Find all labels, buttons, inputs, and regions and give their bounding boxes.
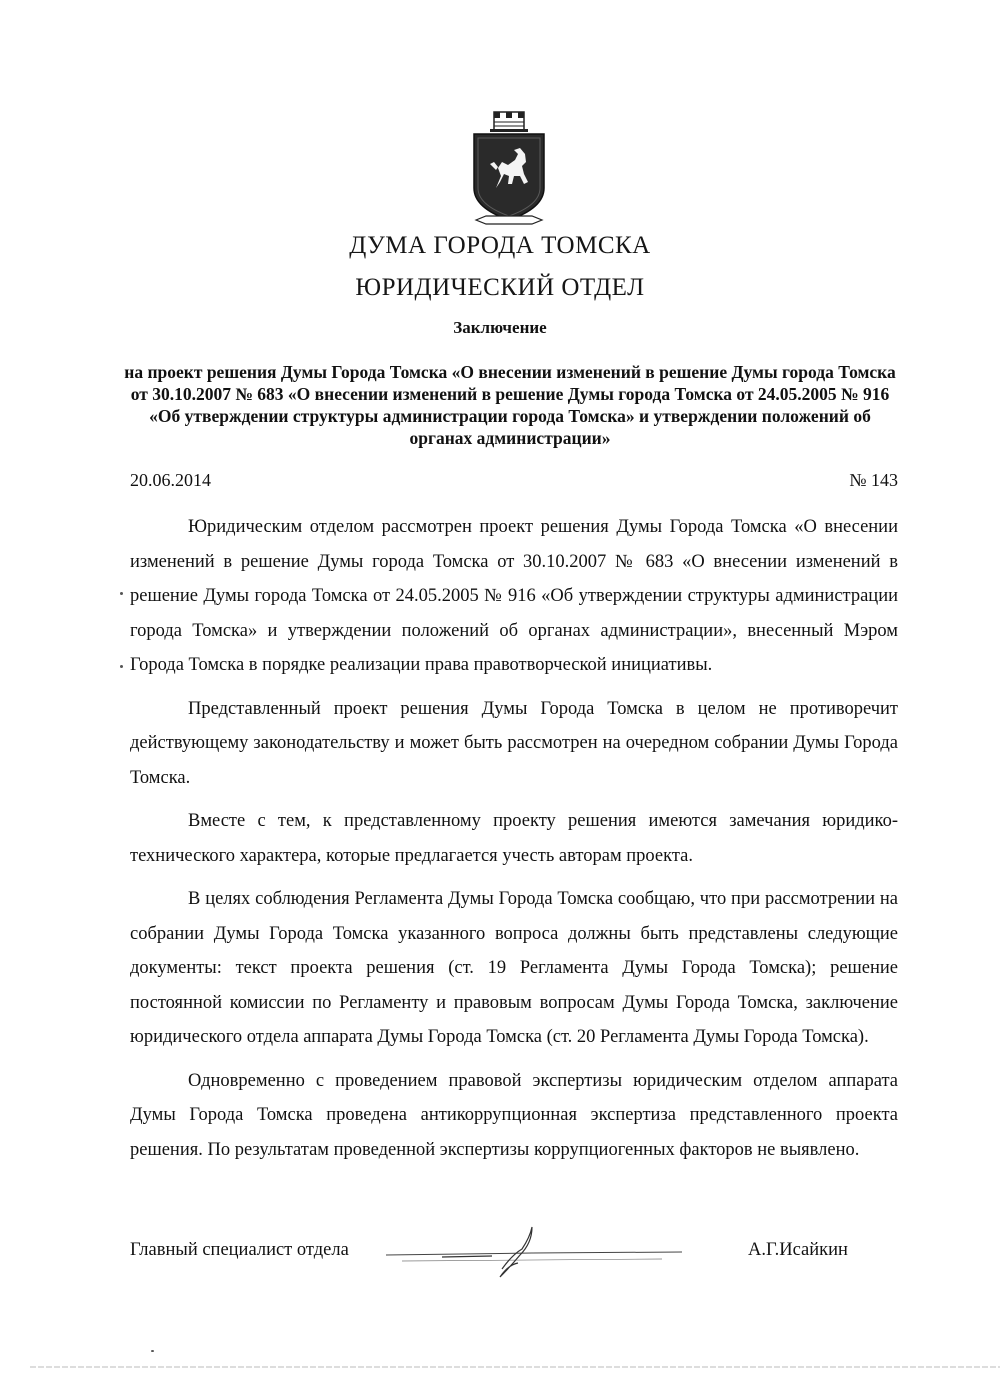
document-type: Заключение [453, 318, 547, 337]
document-body [130, 510, 898, 1176]
department-name: ЮРИДИЧЕСКИЙ ОТДЕЛ [355, 274, 645, 301]
document-number: № 143 [849, 470, 898, 490]
signer-title: Главный специалист отдела [130, 1240, 349, 1260]
body-paragraph: Вместе с тем, к представленному проекту решения имеются замечания юридико-технического характера, которые предлагается учесть авторам проекта. [130, 811, 898, 866]
body-paragraph: В целях соблюдения Регламента Думы Города Томска сообщаю, что при рассмотрении на собрании Думы Города Томска указанного вопроса должны быть представлены следующие документы: текст проекта решения (ст. 19 Регламента Думы Города Томска); решение постоянной комиссии по Регламенту и правовым вопросам Думы Города Томска, заключение юридического отдела аппарата Думы Города Томска (ст. 20 Регламента Думы Города Томска). [130, 889, 898, 1047]
signature-block [0, 1225, 1000, 1285]
signer-name: А.Г.Исайкин [748, 1240, 848, 1260]
scan-speck [120, 592, 123, 595]
body-paragraph: Представленный проект решения Думы Города Томска в целом не противоречит действующему законодательству и может быть рассмотрен на очередном собрании Думы Города Томска. [130, 698, 898, 788]
scan-speck [120, 665, 123, 668]
tomsk-coat-of-arms-icon [468, 110, 550, 232]
body-paragraph: Юридическим отделом рассмотрен проект решения Думы Города Томска «О внесении изменений в решение Думы города Томска от 30.10.2007 № 683 «О внесении изменений в решение Думы города Томска от 24.05.2005 № 916 «Об утверждении структуры администрации города Томска» и утверждении положений об органах администрации», внесенный Мэром Города Томска в порядке реализации права правотворческой инициативы. [130, 517, 898, 675]
document-subject: на проект решения Думы Города Томска «О внесении изменений в решение Думы города Томска от 30.10.2007 № 683 «О внесении изменений в решение Думы города Томска от 24.05.2005 № 916 «Об утверждении структуры администрации города Томска» и утверждении положений об органах администрации» [124, 362, 896, 448]
org-name: ДУМА ГОРОДА ТОМСКА [349, 232, 651, 259]
body-paragraph: Одновременно с проведением правовой экспертизы юридическим отделом аппарата Думы Города Томска проведена антикоррупционная экспертиза представленного проекта решения. По результатам проведенной экспертизы коррупциогенных факторов не выявлено. [130, 1070, 898, 1160]
scan-edge-line [0, 1366, 1000, 1368]
handwritten-signature [382, 1225, 742, 1285]
document-date: 20.06.2014 [130, 470, 211, 490]
scan-speck [151, 1350, 154, 1352]
